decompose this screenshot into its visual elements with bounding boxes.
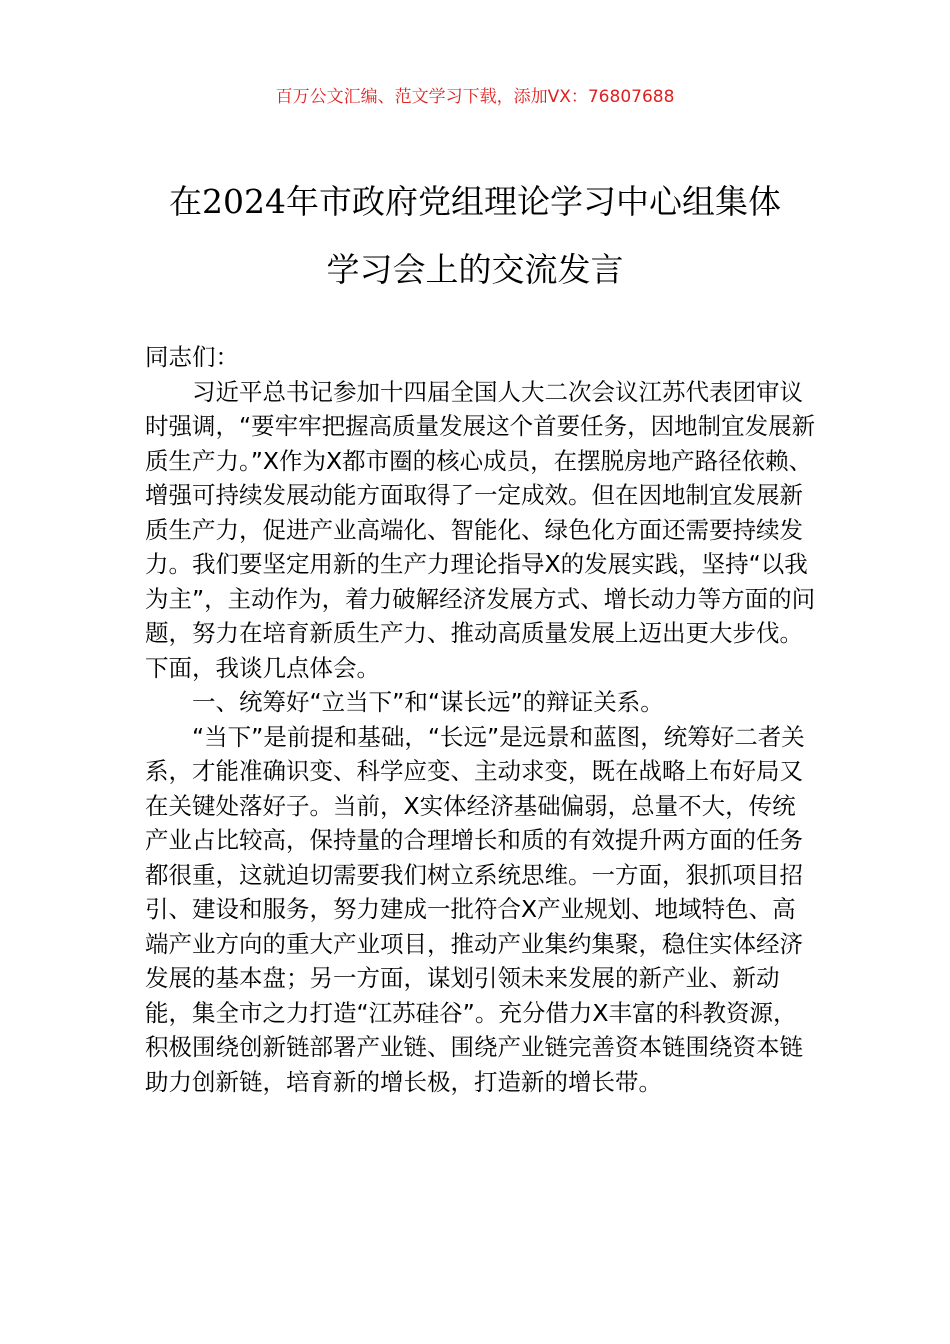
section-heading-1: 一、统筹好“立当下”和“谋长远”的辩证关系。 — [192, 688, 664, 716]
paragraph-section-1: “当下”是前提和基础，“长远”是远景和蓝图，统筹好二者关系，才能准确识变、科学应变、主动求变，既在战略上布好局又在关键处落好子。当前，X实体经济基础偏弱，总量不大，传统产业占比较高，保持量的合理增长和质的有效提升两方面的任务都很重，这就迫切需要我们树立系统思维。一方面，狠抓项目招引、建设和服务，努力建成一批符合X产业规划、地域特色、高端产业方向的重大产业项目，推动产业集约集聚，稳住实体经济发展的基本盘；另一方面，谋划引领未来发展的新产业、新动能，集全市之力打造“江苏硅谷”。充分借力X丰富的科教资源，积极围绕创新链部署产业链、围绕产业链完善资本链围绕资本链助力创新链，培育新的增长极，打造新的增长带。 — [145, 722, 805, 1096]
document-title-line-2: 学习会上的交流发言 — [326, 250, 624, 289]
document-title-line-1: 在2024年市政府党组理论学习中心组集体 — [169, 182, 781, 221]
paragraph-intro: 习近平总书记参加十四届全国人大二次会议江苏代表团审议时强调，“要牢牢把握高质量发展这个首要任务，因地制宜发展新质生产力。”X作为X都市圈的核心成员，在摆脱房地产路径依赖、增强可持续发展动能方面取得了一定成效。但在因地制宜发展新质生产力，促进产业高端化、智能化、绿色化方面还需要持续发力。我们要坚定用新的生产力理论指导X的发展实践，坚持“以我为主”，主动作为，着力破解经济发展方式、增长动力等方面的问题，努力在培育新质生产力、推动高质量发展上迈出更大步伐。下面，我谈几点体会。 — [145, 377, 816, 682]
salutation: 同志们： — [145, 343, 239, 371]
watermark-header-note: 百万公文汇编、范文学习下载，添加VX：76807688 — [275, 87, 675, 107]
document-body — [145, 340, 817, 1099]
